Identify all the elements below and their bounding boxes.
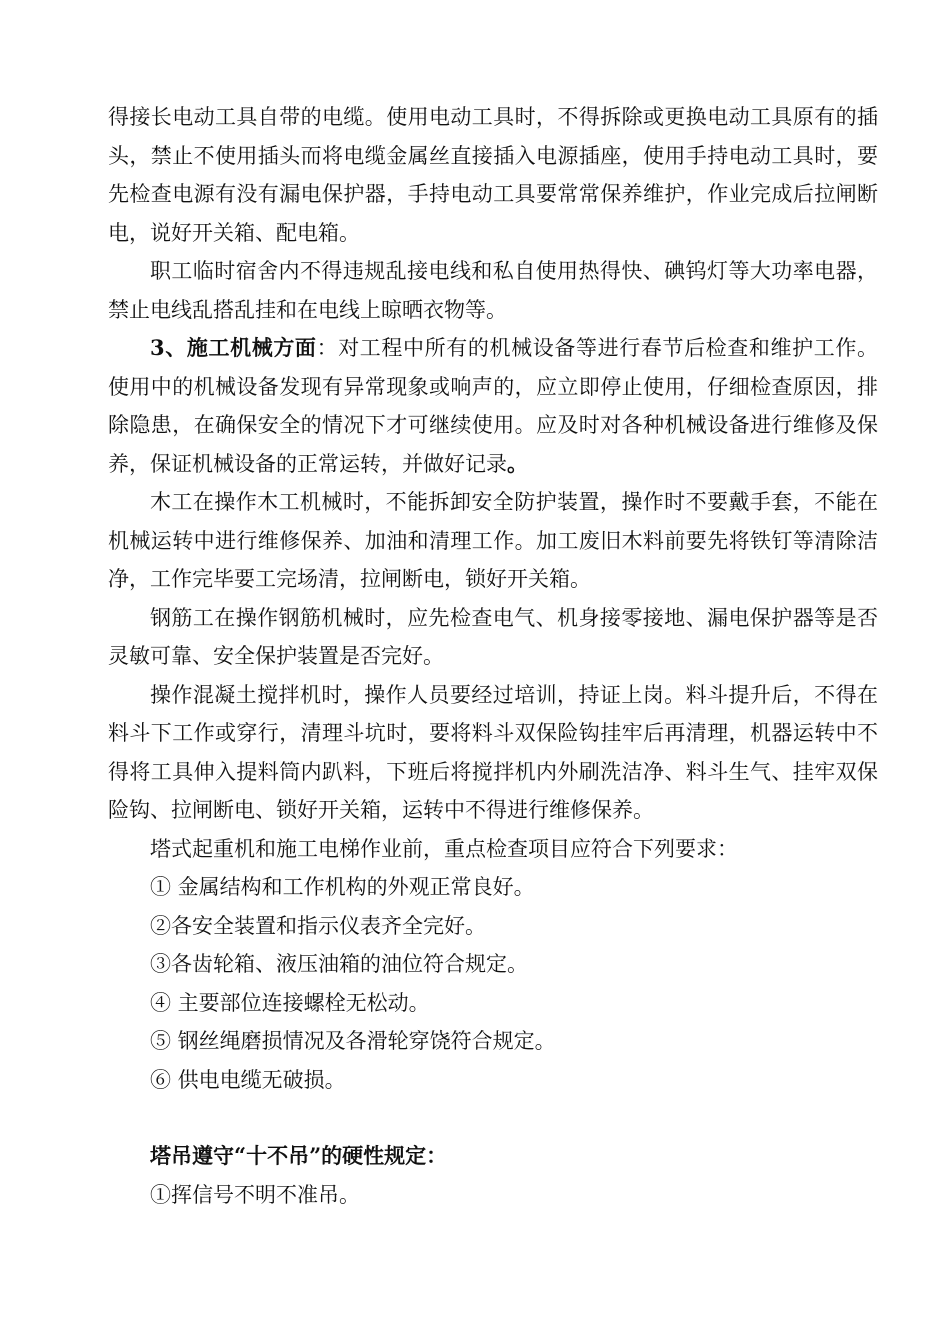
section-spacer [108, 1099, 878, 1137]
paragraph-rebar: 钢筋工在操作钢筋机械时，应先检查电气、机身接零接地、漏电保护器等是否灵敏可靠、安全保护装置是否完好。 [108, 605, 878, 668]
paragraph-power-tools: 得接长电动工具自带的电缆。使用电动工具时，不得拆除或更换电动工具原有的插头，禁止不使用插头而将电缆金属丝直接插入电源插座，使用手持电动工具时，要先检查电源有没有漏电保护器，手持电动工具要常常保养维护，作业完成后拉闸断电，说好开关箱、配电箱。 [108, 105, 878, 245]
paragraph-concrete-mixer: 操作混凝土搅拌机时，操作人员要经过培训，持证上岗。料斗提升后，不得在料斗下工作或穿行，清理斗坑时，要将料斗双保险钩挂牢后再清理，机器运转中不得将工具伸入提料筒内趴料，下班后将搅拌机内外刷洗洁净、料斗生气、挂牢双保险钩、拉闸断电、锁好开关箱，运转中不得进行维修保养。 [108, 682, 878, 822]
checklist-item: ③各齿轮箱、液压油箱的油位符合规定。 [150, 952, 528, 976]
machinery-body: 对工程中所有的机械设备等进行春节后检查和维护工作。使用中的机械设备发现有异常现象或响声的，应立即停止使用，仔细检查原因，排除隐患，在确保安全的情况下才可继续使用。应及时对各种机械设备进行维修及保养，保证机械设备的正常运转，并做好记录 [108, 336, 879, 476]
checklist-item: ⑤ 钢丝绳磨损情况及各滑轮穿饶符合规定。 [150, 1029, 556, 1053]
document-body [108, 98, 878, 1214]
paragraph-crane-inspection: 塔式起重机和施工电梯作业前，重点检查项目应符合下列要求： [150, 836, 738, 861]
paragraph-woodworking: 木工在操作木工机械时，不能拆卸安全防护装置，操作时不要戴手套，不能在机械运转中进行维修保养、加油和清理工作。加工废旧木料前要先将铁钉等清除洁净，工作完毕要工完场清，拉闸断电，锁好开关箱。 [108, 490, 878, 591]
machinery-end-mark: 。 [507, 450, 528, 476]
paragraph-dormitory-electrical: 职工临时宿舍内不得违规乱接电线和私自使用热得快、碘钨灯等大功率电器，禁止电线乱搭乱挂和在电线上晾晒衣物等。 [108, 259, 878, 322]
checklist-item: ① 金属结构和工作机构的外观正常良好。 [150, 875, 535, 899]
machinery-colon: ： [316, 336, 339, 360]
machinery-heading: 3、施工机械方面 [150, 335, 317, 360]
checklist-item: ②各安全装置和指示仪表齐全完好。 [150, 913, 486, 938]
checklist-item: ④ 主要部位连接螺栓无松动。 [150, 990, 430, 1015]
paragraph-machinery [108, 329, 878, 483]
rule-item: ①挥信号不明不准吊。 [150, 1182, 360, 1207]
checklist-item: ⑥ 供电电缆无破损。 [150, 1067, 346, 1092]
section-heading: 塔吊遵守“十不吊”的硬性规定： [150, 1143, 448, 1168]
